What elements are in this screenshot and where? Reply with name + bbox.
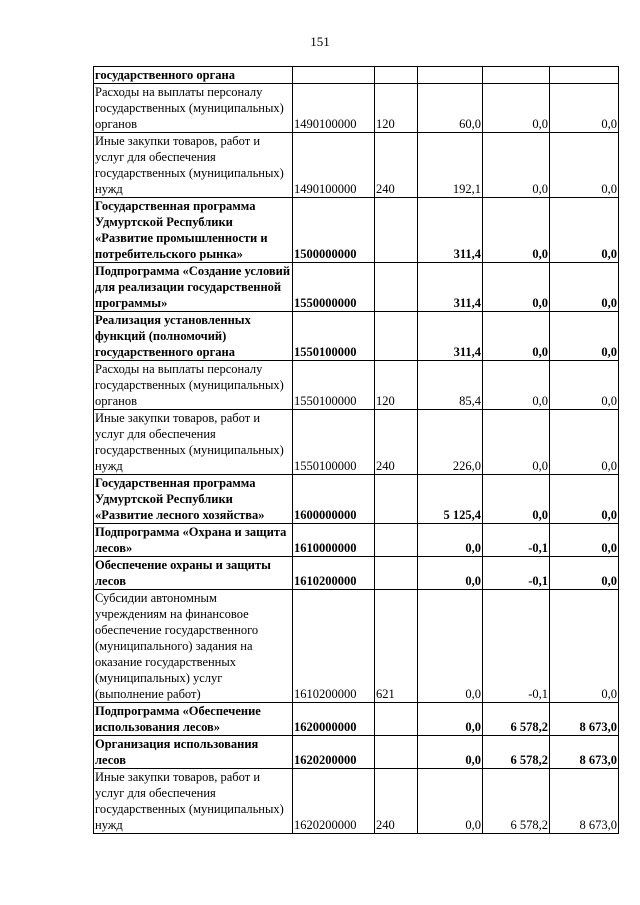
amount-2-cell	[483, 67, 550, 84]
target-article-code-cell: 1610200000	[293, 590, 375, 703]
amount-2-cell: -0,1	[483, 590, 550, 703]
target-article-code-cell	[293, 67, 375, 84]
amount-1-cell: 0,0	[418, 524, 483, 557]
amount-3-cell: 0,0	[550, 475, 619, 524]
table-row	[94, 198, 619, 263]
page-number: 151	[310, 34, 330, 49]
expense-type-cell: 240	[375, 410, 418, 475]
amount-2-cell: 0,0	[483, 361, 550, 410]
amount-2-cell: 0,0	[483, 133, 550, 198]
item-name-cell: Организация использования лесов	[94, 736, 293, 769]
target-article-code-cell: 1610200000	[293, 557, 375, 590]
amount-3-cell: 0,0	[550, 312, 619, 361]
expense-type-cell	[375, 557, 418, 590]
expense-type-cell	[375, 263, 418, 312]
amount-2-cell: 0,0	[483, 312, 550, 361]
amount-3-cell: 8 673,0	[550, 703, 619, 736]
item-name-cell: Расходы на выплаты персоналу государственных (муниципальных) органов	[94, 84, 293, 133]
item-name-cell: Государственная программа Удмуртской Республики «Развитие промышленности и потребительского рынка»	[94, 198, 293, 263]
item-name-cell: Реализация установленных функций (полномочий) государственного органа	[94, 312, 293, 361]
amount-1-cell: 311,4	[418, 312, 483, 361]
amount-1-cell: 0,0	[418, 736, 483, 769]
amount-2-cell: -0,1	[483, 524, 550, 557]
amount-1-cell: 311,4	[418, 263, 483, 312]
amount-1-cell: 0,0	[418, 590, 483, 703]
amount-2-cell: 6 578,2	[483, 703, 550, 736]
target-article-code-cell: 1620200000	[293, 736, 375, 769]
item-name-cell: Подпрограмма «Обеспечение использования лесов»	[94, 703, 293, 736]
expense-type-cell: 120	[375, 84, 418, 133]
amount-1-cell	[418, 67, 483, 84]
expense-type-cell	[375, 198, 418, 263]
amount-2-cell: 0,0	[483, 84, 550, 133]
item-name-cell: Иные закупки товаров, работ и услуг для обеспечения государственных (муниципальных) нужд	[94, 133, 293, 198]
amount-3-cell	[550, 67, 619, 84]
expense-type-cell: 240	[375, 133, 418, 198]
item-name-cell: Государственная программа Удмуртской Республики «Развитие лесного хозяйства»	[94, 475, 293, 524]
table-row	[94, 703, 619, 736]
expense-type-cell	[375, 736, 418, 769]
target-article-code-cell: 1620200000	[293, 769, 375, 834]
target-article-code-cell: 1550000000	[293, 263, 375, 312]
expense-type-cell	[375, 524, 418, 557]
budget-table	[93, 66, 619, 834]
item-name-cell: государственного органа	[94, 67, 293, 84]
expense-type-cell	[375, 475, 418, 524]
amount-3-cell: 0,0	[550, 590, 619, 703]
amount-3-cell: 0,0	[550, 133, 619, 198]
table-row	[94, 590, 619, 703]
target-article-code-cell: 1500000000	[293, 198, 375, 263]
amount-1-cell: 85,4	[418, 361, 483, 410]
target-article-code-cell: 1610000000	[293, 524, 375, 557]
budget-table-body	[94, 67, 619, 834]
amount-1-cell: 5 125,4	[418, 475, 483, 524]
item-name-cell: Иные закупки товаров, работ и услуг для обеспечения государственных (муниципальных) нужд	[94, 410, 293, 475]
amount-1-cell: 0,0	[418, 769, 483, 834]
amount-3-cell: 0,0	[550, 198, 619, 263]
table-row	[94, 475, 619, 524]
expense-type-cell	[375, 67, 418, 84]
table-row	[94, 524, 619, 557]
table-row	[94, 736, 619, 769]
amount-2-cell: 0,0	[483, 475, 550, 524]
amount-1-cell: 60,0	[418, 84, 483, 133]
table-row	[94, 67, 619, 84]
item-name-cell: Иные закупки товаров, работ и услуг для обеспечения государственных (муниципальных) нужд	[94, 769, 293, 834]
amount-3-cell: 8 673,0	[550, 736, 619, 769]
expense-type-cell	[375, 312, 418, 361]
target-article-code-cell: 1550100000	[293, 312, 375, 361]
item-name-cell: Подпрограмма «Охрана и защита лесов»	[94, 524, 293, 557]
table-row	[94, 312, 619, 361]
item-name-cell: Обеспечение охраны и защиты лесов	[94, 557, 293, 590]
target-article-code-cell: 1490100000	[293, 84, 375, 133]
amount-3-cell: 0,0	[550, 410, 619, 475]
target-article-code-cell: 1550100000	[293, 361, 375, 410]
table-row	[94, 557, 619, 590]
item-name-cell: Субсидии автономным учреждениям на финансовое обеспечение государственного (муниципального) задания на оказание государственных (муниципальных) услуг (выполнение работ)	[94, 590, 293, 703]
table-row	[94, 769, 619, 834]
expense-type-cell: 240	[375, 769, 418, 834]
amount-1-cell: 0,0	[418, 703, 483, 736]
amount-3-cell: 0,0	[550, 557, 619, 590]
table-row	[94, 84, 619, 133]
amount-3-cell: 0,0	[550, 361, 619, 410]
target-article-code-cell: 1490100000	[293, 133, 375, 198]
table-row	[94, 410, 619, 475]
amount-2-cell: -0,1	[483, 557, 550, 590]
target-article-code-cell: 1600000000	[293, 475, 375, 524]
amount-2-cell: 0,0	[483, 410, 550, 475]
amount-2-cell: 0,0	[483, 263, 550, 312]
expense-type-cell: 621	[375, 590, 418, 703]
amount-3-cell: 8 673,0	[550, 769, 619, 834]
amount-1-cell: 0,0	[418, 557, 483, 590]
amount-3-cell: 0,0	[550, 524, 619, 557]
item-name-cell: Расходы на выплаты персоналу государственных (муниципальных) органов	[94, 361, 293, 410]
amount-2-cell: 6 578,2	[483, 769, 550, 834]
amount-3-cell: 0,0	[550, 84, 619, 133]
amount-1-cell: 311,4	[418, 198, 483, 263]
table-row	[94, 133, 619, 198]
target-article-code-cell: 1620000000	[293, 703, 375, 736]
table-row	[94, 263, 619, 312]
amount-2-cell: 0,0	[483, 198, 550, 263]
table-row	[94, 361, 619, 410]
amount-3-cell: 0,0	[550, 263, 619, 312]
expense-type-cell: 120	[375, 361, 418, 410]
amount-1-cell: 226,0	[418, 410, 483, 475]
item-name-cell: Подпрограмма «Создание условий для реализации государственной программы»	[94, 263, 293, 312]
amount-1-cell: 192,1	[418, 133, 483, 198]
expense-type-cell	[375, 703, 418, 736]
amount-2-cell: 6 578,2	[483, 736, 550, 769]
target-article-code-cell: 1550100000	[293, 410, 375, 475]
